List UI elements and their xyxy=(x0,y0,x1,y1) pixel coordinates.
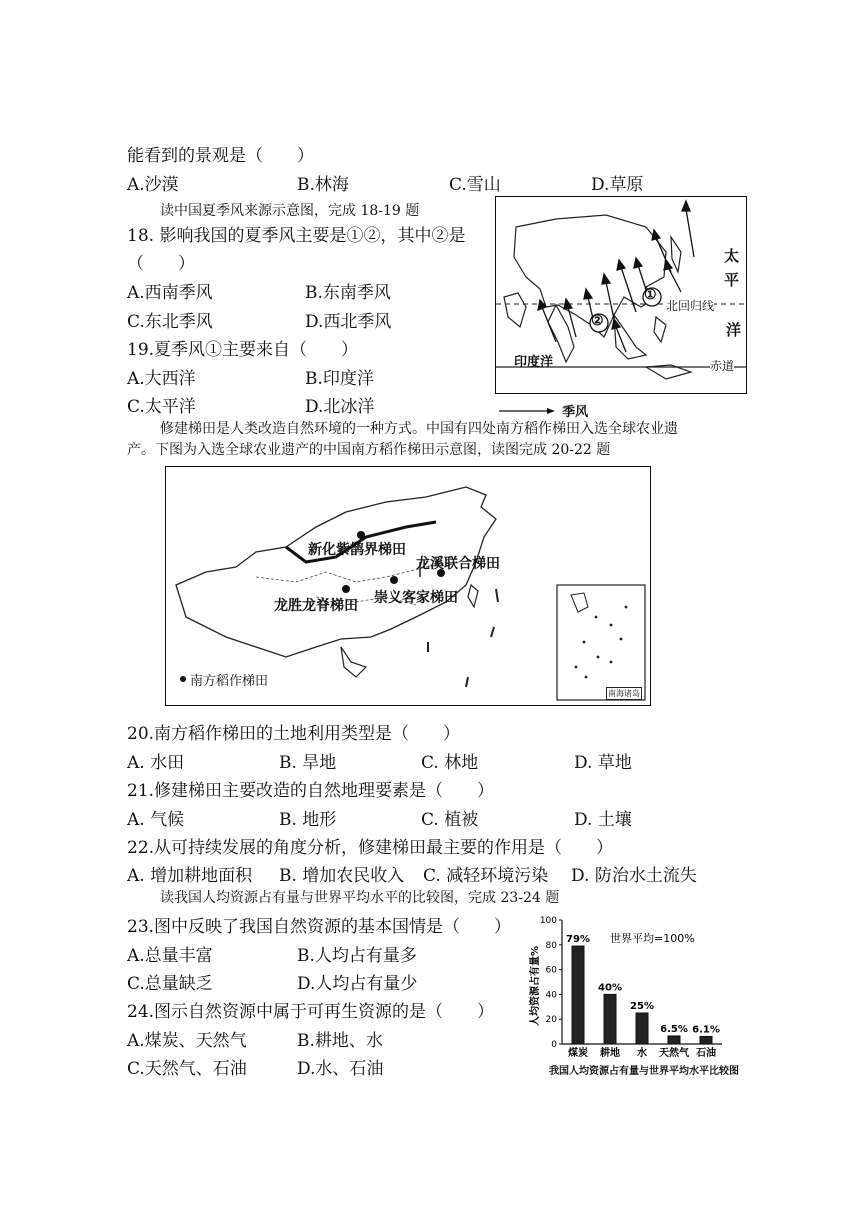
q17-option-d: D.草原 xyxy=(591,175,644,195)
q18-stem-bracket: （ ） xyxy=(127,254,195,274)
chart-bar xyxy=(700,1036,712,1044)
q18-option-a: A.西南季风 xyxy=(127,283,213,303)
q20-option-a: A. 水田 xyxy=(127,753,185,773)
chart-bar xyxy=(572,946,584,1044)
q17-stem: 能看到的景观是（ ） xyxy=(127,146,314,166)
resource-chart xyxy=(522,906,762,1080)
q22-option-d: D. 防治水土流失 xyxy=(571,866,697,886)
chart-ytick-label: 0 xyxy=(551,1040,557,1050)
chart-title: 我国人均资源占有量与世界平均水平比较图 xyxy=(549,1066,739,1077)
q24-option-d: D.水、石油 xyxy=(297,1059,384,1079)
q22-option-b: B. 增加农民收入 xyxy=(279,866,405,886)
q20-option-c: C. 林地 xyxy=(421,753,479,773)
q21-option-d: D. 土壤 xyxy=(574,810,632,830)
terrace-xinhua: 新化紫鹊界梯田 xyxy=(308,542,406,558)
monsoon-legend xyxy=(497,400,588,420)
q20-option-b: B. 旱地 xyxy=(279,753,337,773)
q17-option-c: C.雪山 xyxy=(449,175,501,195)
monsoon-map xyxy=(495,196,747,394)
label-pacific-ping: 平 xyxy=(724,271,740,289)
q19-stem: 19.夏季风①主要来自（ ） xyxy=(127,340,359,360)
q21-option-b: B. 地形 xyxy=(279,810,337,830)
chart-value-label: 6.5% xyxy=(660,1023,688,1035)
q19-option-d: D.北冰洋 xyxy=(305,397,375,417)
q23-stem: 23.图中反映了我国自然资源的基本国情是（ ） xyxy=(127,917,512,937)
q20-stem: 20.南方稻作梯田的土地利用类型是（ ） xyxy=(127,724,461,744)
terrace-map xyxy=(165,466,651,706)
resource-chart-svg xyxy=(522,906,762,1080)
chart-category-label: 耕地 xyxy=(600,1048,620,1059)
chart-category-label: 水 xyxy=(637,1048,647,1059)
intro-20-22-line2: 产。下图为入选全球农业遗产的中国南方稻作梯田示意图，读图完成 20-22 题 xyxy=(127,442,611,458)
chart-ytick-label: 60 xyxy=(545,965,557,976)
q17-option-a: A.沙漠 xyxy=(127,175,179,195)
chart-ytick-label: 80 xyxy=(545,940,557,951)
q17-option-b: B.林海 xyxy=(297,175,349,195)
label-equator: 赤道 xyxy=(710,359,735,373)
chart-bar xyxy=(604,994,616,1044)
terrace-legend: 南方稻作梯田 xyxy=(190,674,269,689)
q22-option-a: A. 增加耕地面积 xyxy=(127,866,253,886)
q18-option-c: C.东北季风 xyxy=(127,312,213,332)
chart-value-label: 79% xyxy=(566,934,590,946)
chart-bar xyxy=(636,1013,648,1044)
terrace-longsheng: 龙胜龙脊梯田 xyxy=(274,598,358,614)
monsoon-mark-1: ① xyxy=(644,287,657,303)
q19-option-b: B.印度洋 xyxy=(305,369,374,389)
q19-option-a: A.大西洋 xyxy=(127,369,196,389)
chart-ytick-label: 20 xyxy=(545,1015,557,1026)
q23-option-b: B.人均占有量多 xyxy=(297,946,417,966)
q19-option-c: C.太平洋 xyxy=(127,397,196,417)
chart-ylabel: 人均资源占有量% xyxy=(530,945,541,1027)
chart-value-label: 6.1% xyxy=(692,1024,720,1036)
q24-option-b: B.耕地、水 xyxy=(297,1031,383,1051)
chart-value-label: 40% xyxy=(598,982,622,994)
q24-option-c: C.天然气、石油 xyxy=(127,1059,247,1079)
monsoon-mark-2: ② xyxy=(591,313,604,329)
label-pacific-yang: 洋 xyxy=(726,321,742,339)
q18-option-b: B.东南季风 xyxy=(305,283,391,303)
chart-value-label: 25% xyxy=(630,1001,654,1012)
q24-stem: 24.图示自然资源中属于可再生资源的是（ ） xyxy=(127,1002,495,1022)
q22-stem: 22.从可持续发展的角度分析，修建梯田最主要的作用是（ ） xyxy=(127,838,614,858)
intro-23-24: 读我国人均资源占有量与世界平均水平的比较图，完成 23-24 题 xyxy=(160,890,560,906)
terrace-longxi: 龙溪联合梯田 xyxy=(416,556,500,572)
chart-bar xyxy=(668,1036,680,1044)
label-indian-ocean: 印度洋 xyxy=(514,355,554,370)
intro-18-19: 读中国夏季风来源示意图，完成 18-19 题 xyxy=(160,203,420,219)
q24-option-a: A.煤炭、天然气 xyxy=(127,1031,247,1051)
chart-category-label: 石油 xyxy=(696,1048,716,1059)
inset-label: 南海诸岛 xyxy=(608,689,640,698)
q23-option-d: D.人均占有量少 xyxy=(297,974,418,994)
q22-option-c: C. 减轻环境污染 xyxy=(423,866,549,886)
label-tropic: 北回归线 xyxy=(666,299,715,313)
label-pacific-tai: 太 xyxy=(724,247,740,265)
chart-category-label: 天然气 xyxy=(659,1048,689,1059)
q23-option-a: A.总量丰富 xyxy=(127,946,213,966)
chart-category-label: 煤炭 xyxy=(568,1048,588,1059)
q21-option-c: C. 植被 xyxy=(421,810,479,830)
intro-20-22-line1: 修建梯田是人类改造自然环境的一种方式。中国有四处南方稻作梯田入选全球农业遗 xyxy=(160,421,678,437)
q18-option-d: D.西北季风 xyxy=(305,312,392,332)
q21-stem: 21.修建梯田主要改造的自然地理要素是（ ） xyxy=(127,781,495,801)
monsoon-legend-label: 季风 xyxy=(562,405,589,420)
chart-annotation: 世界平均=100% xyxy=(610,932,695,945)
chart-ytick-label: 100 xyxy=(539,916,557,926)
arrow-icon xyxy=(497,406,557,416)
terrace-chongyi: 崇义客家梯田 xyxy=(374,590,458,606)
q23-option-c: C.总量缺乏 xyxy=(127,974,213,994)
chart-ytick-label: 40 xyxy=(545,990,557,1001)
q20-option-d: D. 草地 xyxy=(574,753,632,773)
q21-option-a: A. 气候 xyxy=(127,810,185,830)
q18-stem: 18. 影响我国的夏季风主要是①②，其中②是 xyxy=(127,226,466,246)
